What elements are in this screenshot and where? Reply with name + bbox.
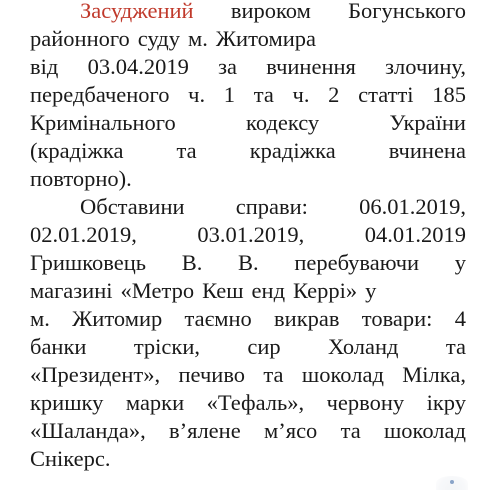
word: кришку (30, 390, 104, 415)
word: суду (137, 26, 181, 51)
word: у (454, 250, 466, 275)
text-line (30, 305, 466, 333)
word: Житомир (72, 306, 163, 331)
word: Мілка, (402, 362, 466, 387)
word: від (30, 54, 59, 79)
word: «Тефаль», (206, 390, 305, 415)
word: 2 (328, 82, 340, 107)
word: Кримінального (30, 110, 176, 135)
word: та (263, 362, 284, 387)
word: шоколад (383, 418, 466, 443)
word: банки (30, 334, 87, 359)
word: магазині (30, 278, 113, 303)
word: 185 (432, 82, 466, 107)
word: кодексу (246, 110, 320, 135)
word: товари: (361, 306, 433, 331)
word: викрав (274, 306, 340, 331)
word: (крадіжка (30, 138, 124, 163)
word: 4 (454, 306, 466, 331)
word: Керрі» (293, 278, 358, 303)
word: крадіжка (249, 138, 336, 163)
text-line (30, 109, 466, 137)
word: тріски, (133, 334, 201, 359)
word-date: 03.01.2019, (197, 222, 305, 247)
word: «Президент», (30, 362, 161, 387)
word: ікру (426, 390, 466, 415)
word: м. (188, 26, 208, 51)
word: Кеш (202, 278, 244, 303)
word: Богунського (348, 0, 466, 23)
word-convicted: Засуджений (80, 0, 194, 23)
document-body (30, 0, 466, 473)
text-line (30, 193, 466, 221)
word: ч. (188, 82, 206, 107)
word: «Метро (120, 278, 195, 303)
text-line (30, 445, 466, 473)
word-date: 02.01.2019, (30, 222, 137, 247)
word: печиво (178, 362, 246, 387)
word: справи: (235, 194, 308, 219)
word: районного (30, 26, 130, 51)
word: та (176, 138, 197, 163)
word: та (253, 82, 274, 107)
word: статті (358, 82, 414, 107)
text-line (30, 53, 466, 81)
text-line (30, 417, 466, 445)
word: В. (238, 250, 259, 275)
word-date: 06.01.2019, (359, 194, 466, 219)
word: вироком (230, 0, 311, 23)
word: ч. (292, 82, 310, 107)
text-line (30, 277, 466, 305)
word: м. (30, 306, 50, 331)
text-line (30, 25, 466, 53)
word-date: 04.01.2019 (364, 222, 466, 247)
text-line (30, 221, 466, 249)
word: «Шаланда», (30, 418, 146, 443)
text-line (30, 361, 466, 389)
word: вчинена (388, 138, 466, 163)
word: та (340, 418, 361, 443)
text-line (30, 81, 466, 109)
word: таємно (184, 306, 252, 331)
word: в’ялене (168, 418, 241, 443)
paragraph-circumstances (30, 193, 466, 473)
word: 1 (223, 82, 236, 107)
word: України (389, 110, 466, 135)
word: В. (181, 250, 203, 275)
word: за (218, 54, 238, 79)
word: Холанд (328, 334, 399, 359)
text-line (30, 389, 466, 417)
word-date: 03.04.2019 (87, 54, 189, 79)
word: вчинення (266, 54, 356, 79)
word: Обставини (80, 194, 185, 219)
word: передбаченого (30, 82, 170, 107)
scroll-hint-dot (450, 480, 454, 484)
word: Снікерс. (30, 446, 111, 471)
text-line (30, 333, 466, 361)
word: повторно). (30, 166, 132, 191)
text-line (30, 249, 466, 277)
word: Житомира (215, 26, 316, 51)
word: Гришковець (30, 250, 147, 275)
word: червону (326, 390, 405, 415)
word: та (445, 334, 466, 359)
text-line (30, 137, 466, 165)
word: м’ясо (263, 418, 318, 443)
word: злочину, (385, 54, 466, 79)
word: енд (251, 278, 286, 303)
word: марки (125, 390, 185, 415)
text-line (30, 165, 466, 193)
word: сир (247, 334, 281, 359)
word: перебуваючи (294, 250, 420, 275)
text-line (30, 0, 466, 25)
paragraph-verdict (30, 0, 466, 193)
word: у (365, 278, 377, 303)
word: шоколад (301, 362, 384, 387)
